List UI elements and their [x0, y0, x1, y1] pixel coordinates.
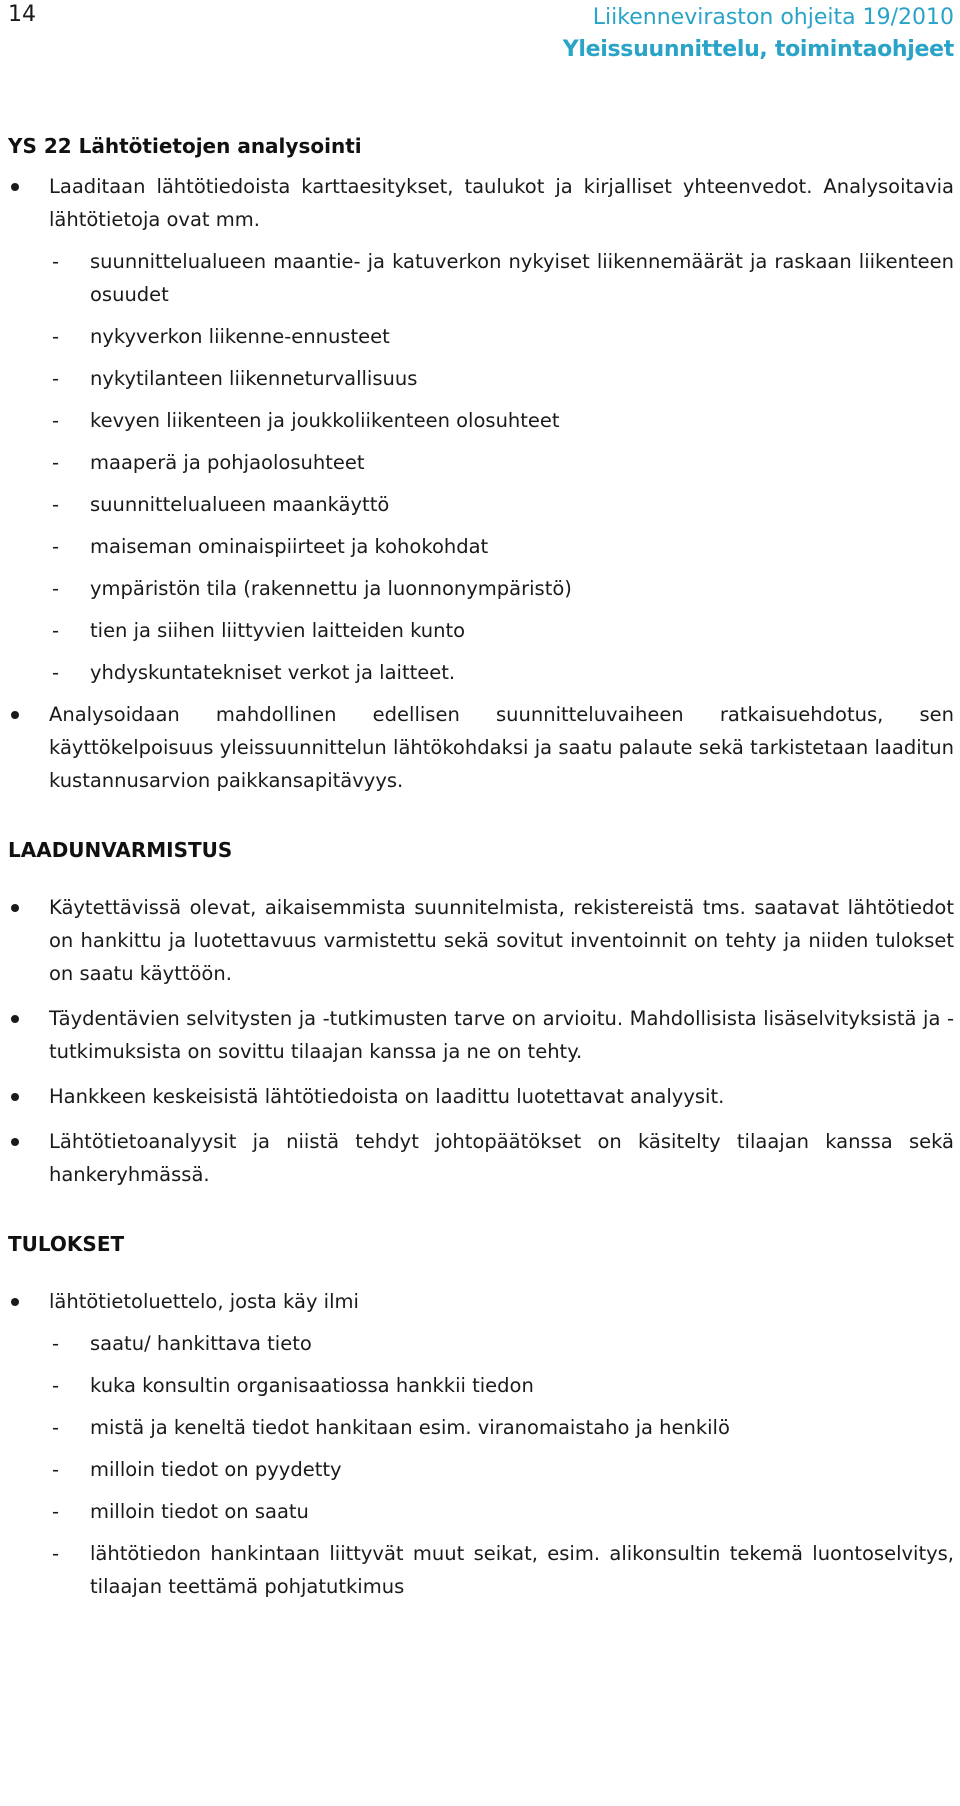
list-item: - suunnittelualueen maankäyttö — [49, 488, 954, 521]
list-item: - saatu/ hankittava tieto — [49, 1327, 954, 1360]
page-number: 14 — [8, 2, 36, 27]
publication-title: Yleissuunnittelu, toimintaohjeet — [562, 37, 954, 62]
list-item: - nykyverkon liikenne-ennusteet — [49, 320, 954, 353]
quality-bullet-list — [8, 891, 954, 1191]
list-item: - kevyen liikenteen ja joukkoliikenteen olosuhteet — [49, 404, 954, 437]
ys22-bullet-2 — [8, 698, 954, 797]
list-item: - maaperä ja pohjaolosuhteet — [49, 446, 954, 479]
list-item: - maiseman ominaispiirteet ja kohokohdat — [49, 530, 954, 563]
ys22-bullet-1 — [8, 170, 954, 236]
section-heading-ys22: YS 22 Lähtötietojen analysointi — [8, 134, 362, 158]
ys22-bullet-2-text: Analysoidaan mahdollinen edellisen suunnitteluvaiheen ratkaisuehdotus, sen käyttökelpoisuus yleissuunnittelun lähtökohdaksi ja saatu palaute sekä tarkistetaan laaditun kustannusarvion paikkansapitävyys. — [49, 703, 954, 792]
list-item: - suunnittelualueen maantie- ja katuverkon nykyiset liikennemäärät ja raskaan liikenteen osuudet — [49, 245, 954, 311]
list-item: Lähtötietoanalyysit ja niistä tehdyt johtopäätökset on käsitelty tilaajan kanssa sekä hankeryhmässä. — [8, 1125, 954, 1191]
list-item: - milloin tiedot on saatu — [49, 1495, 954, 1528]
page-content — [8, 130, 954, 1603]
results-dash-list — [49, 1327, 954, 1603]
ys22-dash-list — [49, 245, 954, 689]
list-item: - kuka konsultin organisaatiossa hankkii tiedon — [49, 1369, 954, 1402]
list-item: - mistä ja keneltä tiedot hankitaan esim. viranomaistaho ja henkilö — [49, 1411, 954, 1444]
section-heading-quality: LAADUNVARMISTUS — [8, 838, 233, 862]
list-item: - ympäristön tila (rakennettu ja luonnonympäristö) — [49, 572, 954, 605]
section-heading-results: TULOKSET — [8, 1232, 125, 1256]
list-item: - milloin tiedot on pyydetty — [49, 1453, 954, 1486]
results-bullet-1 — [8, 1285, 954, 1318]
list-item: - tien ja siihen liittyvien laitteiden kunto — [49, 614, 954, 647]
results-bullet-list — [8, 1285, 954, 1318]
results-bullet-1-text: lähtötietoluettelo, josta käy ilmi — [49, 1290, 359, 1313]
list-item: - nykytilanteen liikenneturvallisuus — [49, 362, 954, 395]
running-header — [563, 2, 954, 66]
list-item: Täydentävien selvitysten ja -tutkimusten tarve on arvioitu. Mahdollisista lisäselvityksistä ja -tutkimuksista on sovittu tilaajan kanssa ja ne on tehty. — [8, 1002, 954, 1068]
list-item: Käytettävissä olevat, aikaisemmista suunnitelmista, rekistereistä tms. saatavat lähtötiedot on hankittu ja luotettavuus varmistettu sekä sovitut inventoinnit on tehty ja niiden tulokset on saatu käyttöön. — [8, 891, 954, 990]
list-item: - lähtötiedon hankintaan liittyvät muut seikat, esim. alikonsultin tekemä luontoselvitys, tilaajan teettämä pohjatutkimus — [49, 1537, 954, 1603]
list-item: - yhdyskuntatekniset verkot ja laitteet. — [49, 656, 954, 689]
ys22-bullet-list — [8, 170, 954, 236]
list-item: Hankkeen keskeisistä lähtötiedoista on laadittu luotettavat analyysit. — [8, 1080, 954, 1113]
publication-series: Liikenneviraston ohjeita 19/2010 — [592, 5, 954, 30]
ys22-bullet-list-2 — [8, 698, 954, 797]
ys22-bullet-1-text: Laaditaan lähtötiedoista karttaesitykset, taulukot ja kirjalliset yhteenvedot. Analysoitavia lähtötietoja ovat mm. — [49, 175, 954, 231]
